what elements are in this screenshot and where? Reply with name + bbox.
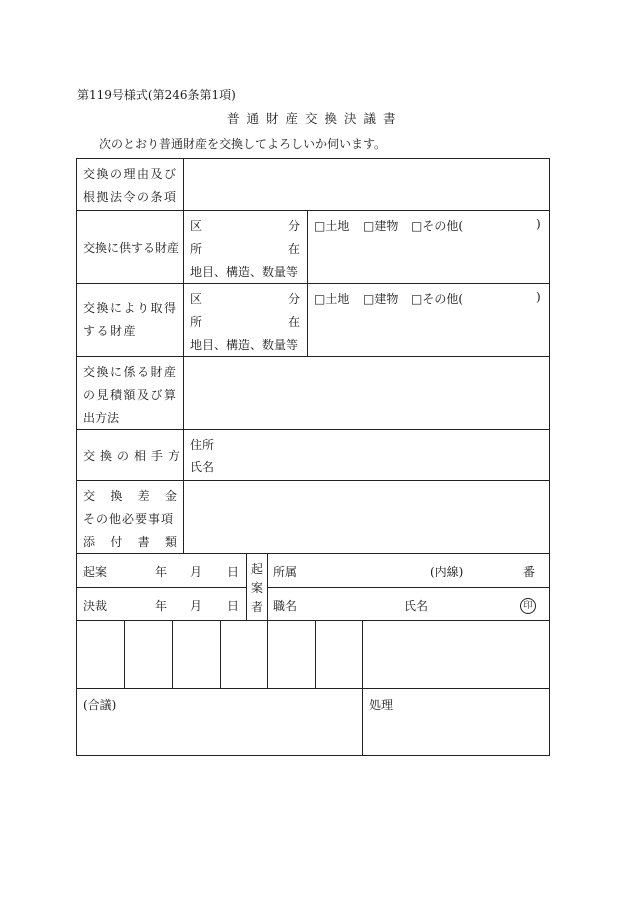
label-divider: [183, 158, 184, 553]
estimate-label-2: の見積額及び算: [83, 388, 178, 402]
stamp-divider: [267, 620, 268, 688]
seal-circle: 印: [520, 598, 536, 614]
row-line: [267, 587, 550, 588]
acquired-kubun: [190, 290, 300, 307]
acquired-label-2: する財産: [83, 324, 138, 338]
processing-label: 処理: [369, 698, 394, 712]
row-line: [76, 688, 550, 689]
page-title: 普通財産交換決議書: [227, 111, 403, 126]
reason-label-2: 根拠法令の条項: [83, 190, 178, 204]
acquired-detail: 地目、構造、数量等: [190, 338, 299, 352]
partner-address-label: 住所: [190, 438, 215, 452]
offered-shozai: [190, 240, 300, 257]
drafter-divider: [246, 553, 247, 620]
misc-label-2: その他必要事項: [83, 512, 175, 526]
frame-top: [76, 158, 550, 159]
frame-right: [549, 158, 550, 755]
seal-mark: [520, 597, 536, 614]
misc-char: 類: [164, 535, 177, 549]
drafted-day: 日: [227, 565, 240, 579]
partner-name-label: 氏名: [190, 460, 215, 474]
drafted-month: 月: [190, 565, 203, 579]
drafter-divider: [267, 553, 268, 620]
offered-kubun: [190, 217, 300, 234]
shozai-char: 在: [287, 315, 300, 329]
misc-label-1: [83, 487, 177, 504]
misc-char: 差: [137, 489, 150, 503]
decided-label: 決裁: [83, 599, 108, 613]
acquired-shozai: [190, 313, 300, 330]
drafter-char-2: 案: [251, 581, 264, 595]
offered-land-checkbox[interactable]: □土地: [314, 219, 350, 233]
decided-year: 年: [155, 599, 168, 613]
estimate-label-3: 出方法: [83, 411, 120, 425]
name-label: 氏名: [404, 599, 429, 613]
acquired-label-1: 交換により取得: [83, 301, 178, 315]
row-line: [76, 480, 550, 481]
offered-label: 交換に供する財産: [83, 241, 180, 255]
extension-label: (内線): [430, 565, 464, 579]
reason-label-1: 交換の理由及び: [83, 167, 178, 181]
acquired-building-checkbox[interactable]: □建物: [363, 292, 399, 306]
decided-month: 月: [190, 599, 203, 613]
offered-other-checkbox[interactable]: □その他(: [411, 219, 464, 233]
drafter-char-3: 者: [251, 600, 264, 614]
affiliation-label: 所属: [273, 565, 298, 579]
kubun-char: 区: [190, 219, 203, 233]
row-line: [76, 429, 550, 430]
row-line: [76, 210, 550, 211]
kubun-char: 区: [190, 292, 203, 306]
row-line: [76, 283, 550, 284]
shozai-char: 所: [190, 315, 203, 329]
misc-char: 付: [110, 535, 123, 549]
drafted-label: 起案: [83, 565, 108, 579]
intro-text: 次のとおり普通財産を交換してよろしいか伺います。: [99, 137, 387, 151]
sub-divider: [307, 210, 308, 356]
drafter-char-1: 起: [251, 562, 264, 576]
frame-bottom: [76, 755, 550, 756]
stamp-divider: [124, 620, 125, 688]
misc-char: 添: [83, 535, 96, 549]
stamp-divider: [172, 620, 173, 688]
acquired-other-close: ): [536, 290, 541, 304]
row-line: [76, 587, 246, 588]
stamp-divider: [220, 620, 221, 688]
offered-detail: 地目、構造、数量等: [190, 265, 299, 279]
frame-left: [76, 158, 77, 755]
misc-label-3: [83, 533, 177, 550]
drafted-year: 年: [155, 565, 168, 579]
form-number: 第119号様式(第246条第1項): [77, 88, 236, 102]
row-line: [76, 620, 550, 621]
shozai-char: 所: [190, 242, 203, 256]
number-suffix: 番: [523, 565, 536, 579]
row-line: [76, 356, 550, 357]
row-line: [76, 553, 550, 554]
stamp-divider: [362, 620, 363, 755]
misc-char: 書: [137, 535, 150, 549]
offered-other-close: ): [536, 217, 541, 231]
decided-day: 日: [227, 599, 240, 613]
position-label: 職名: [273, 599, 298, 613]
misc-char: 換: [110, 489, 123, 503]
acquired-land-checkbox[interactable]: □土地: [314, 292, 350, 306]
partner-label: 交換の相手方: [83, 449, 186, 463]
acquired-other-checkbox[interactable]: □その他(: [411, 292, 464, 306]
estimate-label-1: 交換に係る財産: [83, 365, 178, 379]
misc-char: 交: [83, 489, 96, 503]
kubun-char: 分: [287, 219, 300, 233]
offered-building-checkbox[interactable]: □建物: [363, 219, 399, 233]
misc-char: 金: [164, 489, 177, 503]
kubun-char: 分: [287, 292, 300, 306]
consultation-label: (合議): [83, 698, 117, 712]
stamp-divider: [315, 620, 316, 688]
shozai-char: 在: [287, 242, 300, 256]
